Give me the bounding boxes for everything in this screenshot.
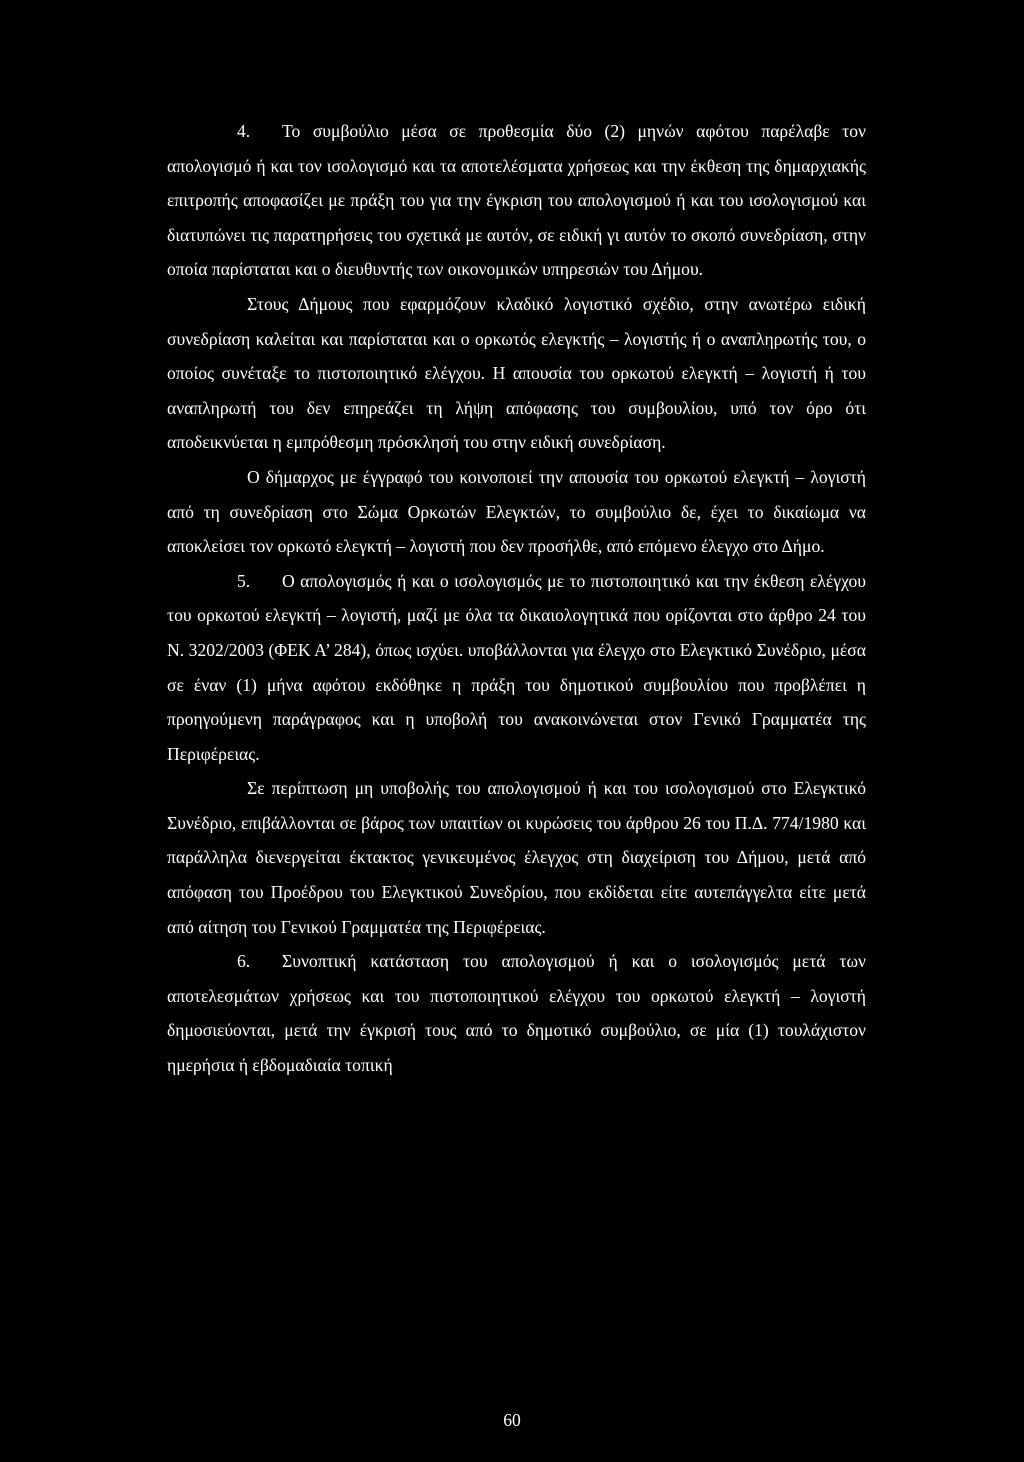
document-body <box>167 114 866 1083</box>
paragraph-text: Ο δήμαρχος με έγγραφό του κοινοποιεί την απουσία του ορκωτού ελεγκτή – λογιστή από τη συνεδρίαση στο Σώμα Ορκωτών Ελεγκτών, το συμβούλιο δε, έχει το δικαίωμα να αποκλείσει τον ορκωτό ελεγκτή – λογιστή που δεν προσήλθε, από επόμενο έλεγχο στο Δήμο. <box>167 466 866 557</box>
paragraph-4 <box>167 114 866 287</box>
paragraph-text: Στους Δήμους που εφαρμόζουν κλαδικό λογιστικό σχέδιο, στην ανωτέρω ειδική συνεδρίαση καλείται και παρίσταται και ο ορκωτός ελεγκτής – λογιστής ή ο αναπληρωτής του, ο οποίος συνέταξε το πιστοποιητικό ελέγχου. Η απουσία του ορκωτού ελεγκτή – λογιστή ή του αναπληρωτή του δεν επηρεάζει τη λήψη απόφασης του συμβουλίου, υπό τον όρο ότι αποδεικνύεται η εμπρόθεσμη πρόσκλησή του στην ειδική συνεδρίαση. <box>167 293 866 453</box>
paragraph-number: 6. <box>237 951 251 972</box>
paragraph-6 <box>167 944 866 1082</box>
paragraph-text: Το συμβούλιο μέσα σε προθεσμία δύο (2) μηνών αφότου παρέλαβε τον απολογισμό ή και τον ισολογισμό και τα αποτελέσματα χρήσεως και την έκθεση της δημαρχιακής επιτροπής αποφασίζει με πράξη του για την έγκριση του απολογισμού ή και του ισολογισμού και διατυπώνει τις παρατηρήσεις του σχετικά με αυτόν, σε ειδική γι αυτόν το σκοπό συνεδρίαση, στην οποία παρίσταται και ο διευθυντής των οικονομικών υπηρεσιών του Δήμου. <box>167 121 866 280</box>
paragraph-4-continuation-2 <box>167 460 866 564</box>
paragraph-text: Ο απολογισμός ή και ο ισολογισμός με το πιστοποιητικό και την έκθεση ελέγχου του ορκωτού ελεγκτή – λογιστή, μαζί με όλα τα δικαιολογητικά που ορίζονται στο άρθρο 24 του Ν. 3202/2003 (ΦΕΚ Α’ 284), όπως ισχύει. υποβάλλονται για έλεγχο στο Ελεγκτικό Συνέδριο, μέσα σε έναν (1) μήνα αφότου εκδόθηκε η πράξη του δημοτικού συμβουλίου που προβλέπει η προηγούμενη παράγραφος και η υποβολή του ανακοινώνεται στον Γενικό Γραμματέα της Περιφέρειας. <box>167 570 866 764</box>
page-number: 60 <box>503 1410 521 1430</box>
paragraph-5 <box>167 564 866 772</box>
paragraph-5-continuation <box>167 771 866 944</box>
paragraph-text: Σε περίπτωση μη υποβολής του απολογισμού ή και του ισολογισμού στο Ελεγκτικό Συνέδριο, επιβάλλονται σε βάρος των υπαιτίων οι κυρώσεις του άρθρου 26 του Π.Δ. 774/1980 και παράλληλα διενεργείται έκτακτος γενικευμένος έλεγχος στη διαχείριση του Δήμου, μετά από απόφαση του Προέδρου του Ελεγκτικού Συνεδρίου, που εκδίδεται είτε αυτεπάγγελτα είτε μετά από αίτηση του Γενικού Γραμματέα της Περιφέρειας. <box>167 778 866 937</box>
paragraph-text: Συνοπτική κατάσταση του απολογισμού ή και ο ισολογισμός μετά των αποτελεσμάτων χρήσεως και του πιστοποιητικού ελέγχου του ορκωτού ελεγκτή – λογιστή δημοσιεύονται, μετά την έγκρισή τους από το δημοτικό συμβούλιο, σε μία (1) τουλάχιστον ημερήσια ή εβδομαδιαία τοπική <box>167 951 866 1076</box>
paragraph-number: 4. <box>237 121 251 141</box>
paragraph-4-continuation-1 <box>167 287 866 460</box>
paragraph-number: 5. <box>237 570 251 591</box>
